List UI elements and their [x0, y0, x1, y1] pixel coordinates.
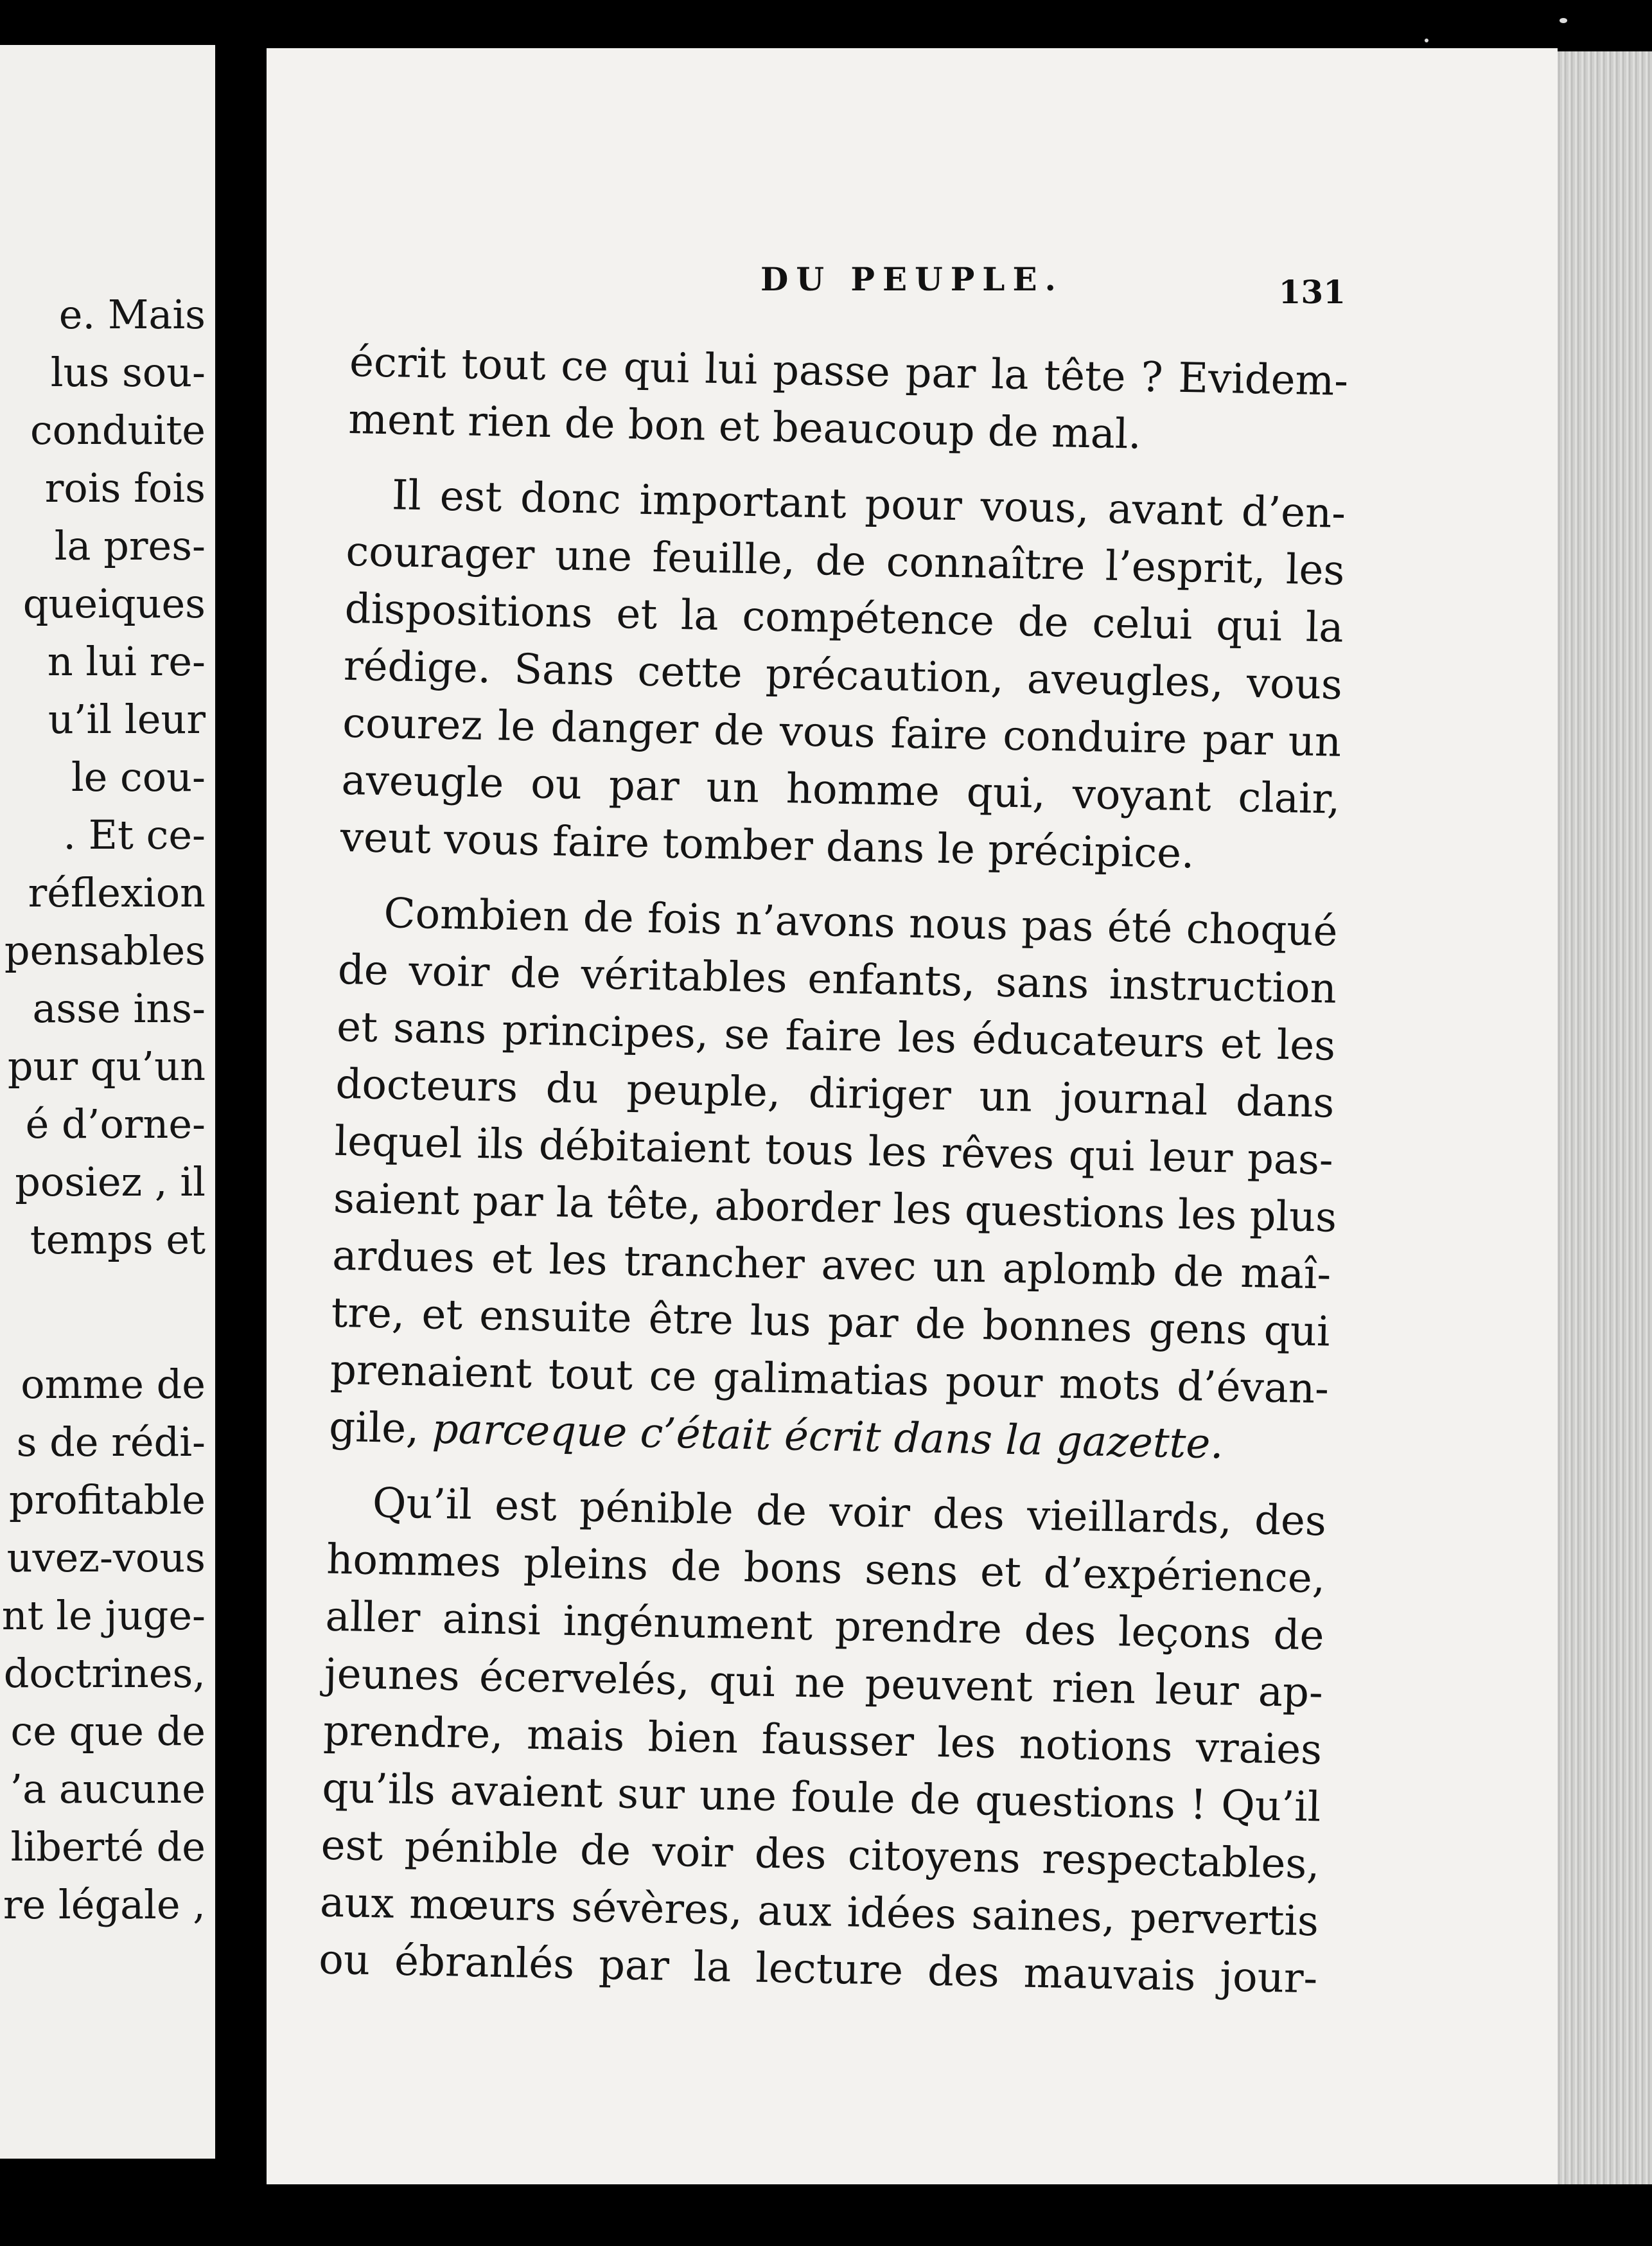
left-page-line: . Et ce- [63, 811, 206, 858]
text-line: ardues et les trancher avec un aplomb de maî- [331, 1232, 1331, 1299]
page-number: 131 [1278, 273, 1346, 311]
text-line: veut vous faire tomber dans le précipice. [340, 813, 1195, 878]
text-line: est pénible de voir des citoyens respectables, [321, 1821, 1321, 1889]
text-line: courager une feuille, de connaître l’esprit, les [345, 527, 1345, 595]
text-line: qu’ils avaient sur une foule de questions ! Qu’il [321, 1764, 1321, 1832]
paragraph [328, 885, 1338, 1476]
left-page-line: liberté de [10, 1823, 206, 1870]
text-line: tre, et ensuite être lus par de bonnes gens qui [331, 1289, 1331, 1356]
left-page-line: uvez-vous [6, 1534, 206, 1581]
text-line: dispositions et la compétence de celui qui la [344, 585, 1344, 652]
body-text [319, 334, 1349, 2008]
left-page-line: ce que de [10, 1708, 206, 1755]
left-page-line: conduite [30, 407, 206, 454]
right-page [267, 48, 1558, 2184]
left-page-line: queiques [22, 580, 206, 627]
text-line-start: gile, [328, 1403, 433, 1453]
left-page-line: n lui re- [47, 638, 206, 685]
left-page-line: rois fois [44, 464, 206, 511]
text-line: Qu’il est pénible de voir des vieillards, des [372, 1480, 1327, 1546]
left-page-line: ’a aucune [10, 1765, 206, 1812]
text-line: jeunes écervelés, qui ne peuvent rien leur ap- [324, 1650, 1324, 1717]
text-line: de voir de véritables enfants, sans instruction [337, 946, 1337, 1013]
left-page-text [0, 286, 206, 1934]
scan-speck [1425, 39, 1428, 42]
left-page-line: omme de [21, 1361, 206, 1408]
left-page-line: temps et [30, 1216, 206, 1263]
left-page-line: lus sou- [50, 349, 206, 396]
paragraph [348, 334, 1349, 468]
text-line: ment rien de bon et beaucoup de mal. [347, 395, 1142, 459]
left-page-line: le cou- [71, 754, 206, 800]
text-line: prendre, mais bien fausser les notions vraies [322, 1707, 1322, 1774]
left-page [0, 45, 215, 2159]
left-page-paragraph-gap [0, 1269, 206, 1356]
text-line: courez le danger de vous faire conduire par un [342, 699, 1342, 766]
text-line: Il est donc important pour vous, avant d’en- [391, 472, 1346, 538]
text-line: rédige. Sans cette précaution, aveugles, vous [343, 642, 1343, 709]
text-line: docteurs du peuple, diriger un journal dans [335, 1060, 1335, 1127]
left-page-line: posiez , il [15, 1158, 206, 1205]
left-page-line: s de rédi- [16, 1419, 206, 1465]
text-line: prenaient tout ce galimatias pour mots d’évan- [330, 1346, 1330, 1413]
left-page-line: e. Mais [58, 291, 206, 338]
page-stack-edges [1548, 51, 1652, 2184]
left-page-line: profitable [8, 1476, 206, 1523]
left-page-line: u’il leur [48, 696, 206, 743]
text-line: aller ainsi ingénument prendre des leçons de [324, 1593, 1325, 1660]
text-line: aveugle ou par un homme qui, voyant clair, [340, 756, 1341, 824]
running-head: DU PEUPLE. [760, 260, 1064, 298]
left-page-line: la pres- [54, 522, 206, 569]
text-line: saient par la tête, aborder les questions les plus [333, 1174, 1337, 1242]
left-page-line: é d’orne- [25, 1101, 206, 1147]
text-line: ou ébranlés par la lecture des mauvais jour- [318, 1936, 1318, 2003]
paragraph [340, 466, 1346, 886]
text-line: écrit tout ce qui lui passe par la tête ? Evidem- [349, 338, 1349, 405]
left-page-line: pur qu’un [7, 1043, 206, 1090]
italic-phrase: parceque c’était écrit dans la gazette. [432, 1405, 1224, 1469]
text-line: Combien de fois n’avons nous pas été choqué [383, 890, 1339, 956]
left-page-line: asse ins- [32, 985, 206, 1032]
text-line: et sans principes, se faire les éducateurs et les [336, 1003, 1336, 1070]
left-page-line: nt le juge- [1, 1592, 206, 1639]
text-line: hommes pleins de bons sens et d’expérience, [326, 1535, 1326, 1603]
left-page-line: pensables [4, 927, 206, 974]
left-page-line: doctrines, [3, 1650, 206, 1697]
text-line: lequel ils débitaient tous les rêves qui leur pas- [334, 1117, 1334, 1185]
scan-speck [1560, 18, 1567, 23]
text-line: aux mœurs sévères, aux idées saines, pervertis [319, 1879, 1319, 1946]
left-page-line: re légale , [3, 1881, 206, 1928]
left-page-line: réflexion [28, 869, 206, 916]
paragraph [319, 1474, 1327, 2008]
book-gutter [215, 0, 267, 2246]
